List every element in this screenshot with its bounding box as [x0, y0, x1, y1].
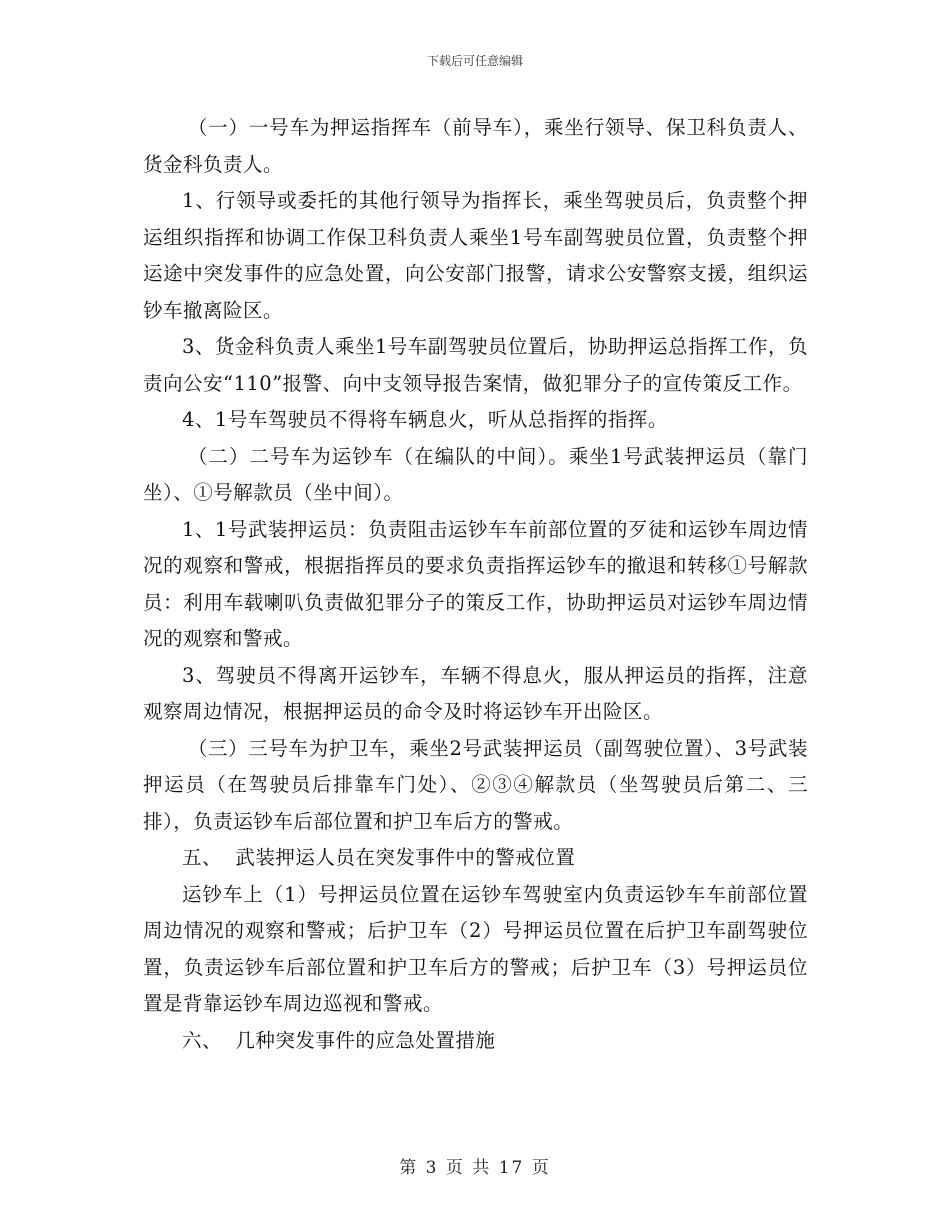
paragraph-car-one: （一）一号车为押运指挥车（前导车），乘坐行领导、保卫科负责人、货金科负责人。	[143, 116, 808, 176]
paragraph-cash-dept-head: 3、货金科负责人乘坐1号车副驾驶员位置后，协助押运总指挥工作，负责向公安“110”报警、向中支领导报告案情，做犯罪分子的宣传策反工作。	[143, 335, 808, 395]
document-body	[143, 110, 808, 1059]
paragraph-cash-truck-driver: 3、驾驶员不得离开运钞车，车辆不得息火，服从押运员的指挥，注意观察周边情况，根据押运员的命令及时将运钞车开出险区。	[143, 663, 808, 723]
paragraph-guard-positions: 运钞车上（1）号押运员位置在运钞车驾驶室内负责运钞车车前部位置周边情况的观察和警戒；后护卫车（2）号押运员位置在后护卫车副驾驶位置，负责运钞车后部位置和护卫车后方的警戒；后护卫车（3）号押运员位置是背靠运钞车周边巡视和警戒。	[143, 882, 808, 1015]
section-heading-six: 六、 几种突发事件的应急处置措施	[182, 1028, 496, 1052]
page-number: 第 3 页 共 17 页	[399, 1158, 551, 1178]
page-header: 下载后可任意编辑	[426, 54, 523, 68]
paragraph-car-one-driver: 4、1号车驾驶员不得将车辆息火，听从总指挥的指挥。	[182, 408, 668, 431]
section-heading-five: 五、 武装押运人员在突发事件中的警戒位置	[182, 846, 576, 869]
paragraph-car-two: （二）二号车为运钞车（在编队的中间）。乘坐1号武装押运员（靠门坐）、①号解款员（坐中间）。	[143, 444, 808, 504]
paragraph-car-three: （三）三号车为护卫车，乘坐2号武装押运员（副驾驶位置）、3号武装押运员（在驾驶员后排靠车门处）、②③④解款员（坐驾驶员后第二、三排），负责运钞车后部位置和护卫车后方的警戒。	[143, 736, 808, 833]
paragraph-commander: 1、行领导或委托的其他行领导为指挥长，乘坐驾驶员后，负责整个押运组织指挥和协调工作保卫科负责人乘坐1号车副驾驶员位置，负责整个押运途中突发事件的应急处置，向公安部门报警，请求公安警察支援，组织运钞车撤离险区。	[143, 189, 808, 322]
paragraph-armed-escort-one: 1、1号武装押运员：负责阻击运钞车车前部位置的歹徒和运钞车周边情况的观察和警戒，根据指挥员的要求负责指挥运钞车的撤退和转移①号解款员：利用车载喇叭负责做犯罪分子的策反工作，协助押运员对运钞车周边情况的观察和警戒。	[143, 517, 808, 650]
